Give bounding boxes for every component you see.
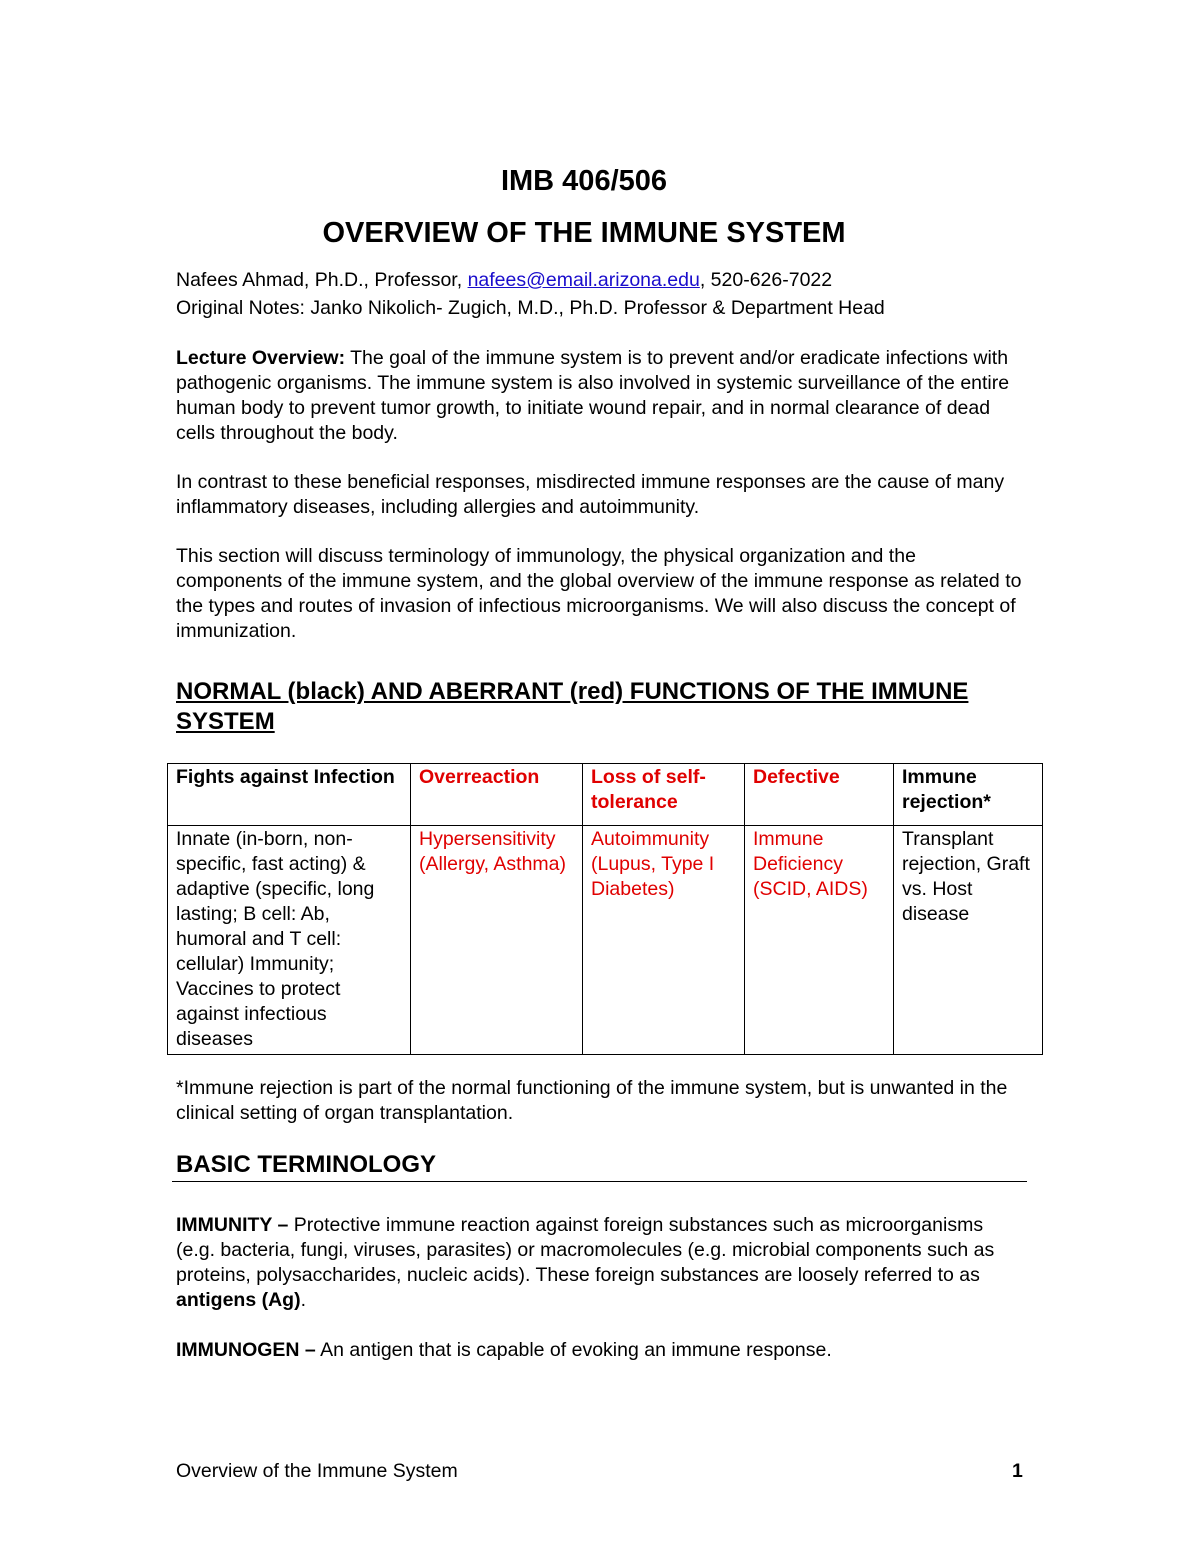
email-link[interactable]: nafees@email.arizona.edu xyxy=(467,269,700,291)
table-header-cell: Fights against Infection xyxy=(168,764,411,826)
table-header-cell: Defective xyxy=(745,764,894,826)
author-phone: , 520-626-7022 xyxy=(699,269,833,291)
lecture-overview-text: The goal of the immune system is to prevent and/or eradicate infections with pathogenic organisms. The immune system is also involved in systemic surveillance of the entire human body to prevent tumor growth, to initiate wound repair, and in normal clearance of dead cells throughout the body. xyxy=(176,347,1010,444)
author-line xyxy=(176,268,1026,293)
table-row xyxy=(168,826,1043,1055)
section-paragraph: This section will discuss terminology of immunology, the physical organization and the components of the immune system, and the global overview of the immune response as related to the types and routes of invasion of infectious microorganisms. We will also discuss the concept of immunization. xyxy=(176,545,1022,642)
immunity-term: IMMUNITY – xyxy=(176,1214,289,1236)
table-header-row xyxy=(168,764,1043,826)
table-cell: Innate (in-born, non-specific, fast acting) & adaptive (specific, long lasting; B cell: Ab, humoral and T cell: cellular) Immunity; Vaccines to protect against infectious diseases xyxy=(168,826,411,1055)
lecture-overview-label: Lecture Overview: xyxy=(176,347,346,369)
table-cell: Autoimmunity (Lupus, Type I Diabetes) xyxy=(583,826,745,1055)
heading-divider xyxy=(172,1181,1027,1182)
footer-title: Overview of the Immune System xyxy=(176,1460,458,1482)
document-title: OVERVIEW OF THE IMMUNE SYSTEM xyxy=(322,217,846,249)
immunity-definition xyxy=(176,1213,1026,1313)
contrast-paragraph: In contrast to these beneficial responses, misdirected immune responses are the cause of many inflammatory diseases, including allergies and autoimmunity. xyxy=(176,471,1005,518)
terminology-heading: BASIC TERMINOLOGY xyxy=(176,1151,437,1178)
table-header-cell: Overreaction xyxy=(411,764,583,826)
functions-heading: NORMAL (black) AND ABERRANT (red) FUNCTIONS OF THE IMMUNE SYSTEM xyxy=(176,678,969,735)
immunogen-text: An antigen that is capable of evoking an immune response. xyxy=(315,1339,832,1361)
table-header-cell: Loss of self-tolerance xyxy=(583,764,745,826)
author-name: Nafees Ahmad, Ph.D., Professor, xyxy=(176,269,468,291)
immunity-text: Protective immune reaction against foreign substances such as microorganisms (e.g. bacteria, fungi, viruses, parasites) or macromolecules (e.g. microbial components such as proteins, polysaccharides, nucleic acids). These foreign substances are loosely referred to as xyxy=(176,1214,995,1286)
table-header-cell: Immune rejection* xyxy=(894,764,1043,826)
immunogen-definition xyxy=(176,1338,1026,1363)
antigens-term: antigens (Ag) xyxy=(176,1289,301,1311)
table-cell: Transplant rejection, Graft vs. Host disease xyxy=(894,826,1043,1055)
lecture-overview-paragraph xyxy=(176,346,1026,446)
functions-table xyxy=(167,763,1043,1055)
original-notes: Original Notes: Janko Nikolich- Zugich, M.D., Ph.D. Professor & Department Head xyxy=(176,297,885,319)
table-cell: Immune Deficiency (SCID, AIDS) xyxy=(745,826,894,1055)
page-number: 1 xyxy=(1012,1460,1023,1482)
table-cell: Hypersensitivity (Allergy, Asthma) xyxy=(411,826,583,1055)
course-code: IMB 406/506 xyxy=(500,165,668,197)
table-footnote: *Immune rejection is part of the normal functioning of the immune system, but is unwanted in the clinical setting of organ transplantation. xyxy=(176,1077,1008,1124)
immunogen-term: IMMUNOGEN – xyxy=(176,1339,316,1361)
immunity-text-end: . xyxy=(300,1289,307,1311)
